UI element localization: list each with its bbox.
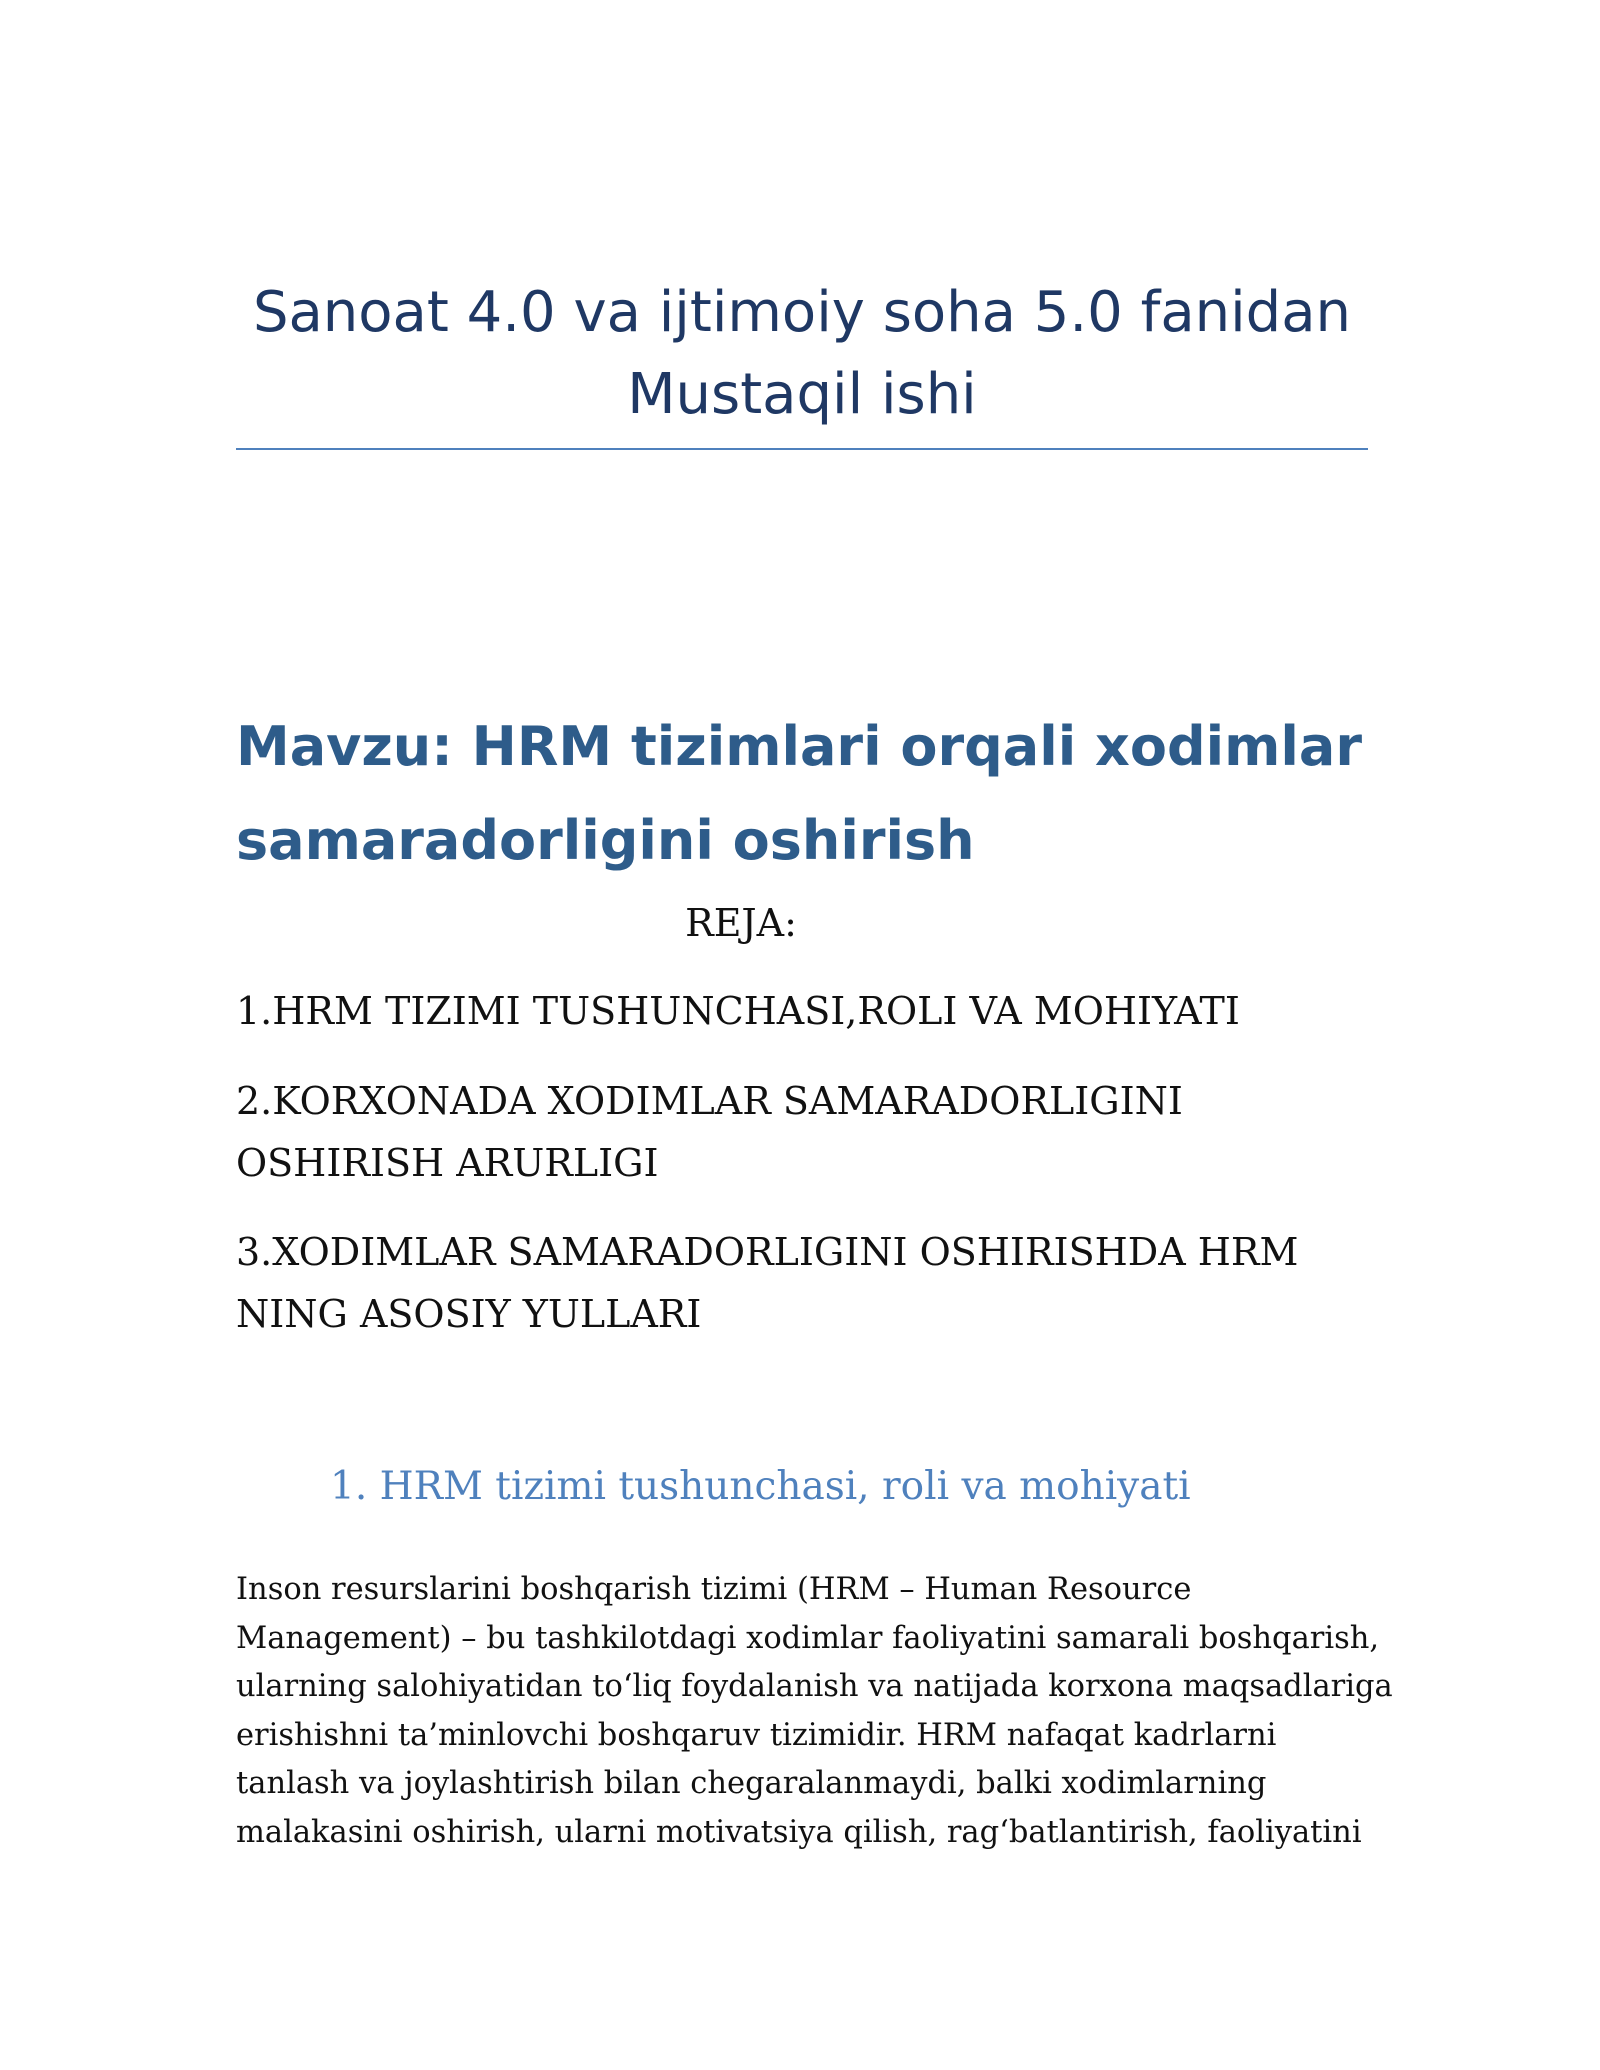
body-line: Management) – bu tashkilotdagi xodimlar faoliyatini samarali boshqarish, — [236, 1620, 1380, 1656]
plan-item-2: 2.KORXONADA XODIMLAR SAMARADORLIGINI OSHIRISH ARURLIGI — [236, 1079, 1183, 1185]
body-line: ularning salohiyatidan to‘liq foydalanish va natijada korxona maqsadlariga — [236, 1669, 1393, 1704]
body-line: tanlash va joylashtirish bilan chegaralanmaydi, balki xodimlarning — [236, 1766, 1267, 1801]
title-line-2: Mustaqil ishi — [627, 362, 977, 427]
section-heading: 1. HRM tizimi tushunchasi, roli va mohiyati — [330, 1464, 1191, 1509]
body-line: Inson resurslarini boshqarish tizimi (HRM – Human Resource — [236, 1572, 1192, 1607]
body-paragraph — [236, 1566, 1393, 1857]
body-line: erishishni ta’minlovchi boshqaruv tizimidir. HRM nafaqat kadrlarni — [236, 1717, 1277, 1753]
title-line-1: Sanoat 4.0 va ijtimoiy soha 5.0 fanidan — [252, 280, 1352, 345]
plan-item-1: 1.HRM TIZIMI TUSHUNCHASI,ROLI VA MOHIYATI — [236, 989, 1240, 1033]
topic-heading: Mavzu: HRM tizimlari orqali xodimlar samaradorligini oshirish — [236, 715, 1362, 872]
body-line: malakasini oshirish, ularni motivatsiya qilish, rag‘batlantirish, faoliyatini — [236, 1814, 1362, 1850]
plan-item-3: 3.XODIMLAR SAMARADORLIGINI OSHIRISHDA HRM NING ASOSIY YULLARI — [236, 1230, 1299, 1336]
plan-heading: REJA: — [685, 901, 797, 945]
title-divider — [236, 448, 1368, 450]
document-title — [236, 272, 1368, 436]
